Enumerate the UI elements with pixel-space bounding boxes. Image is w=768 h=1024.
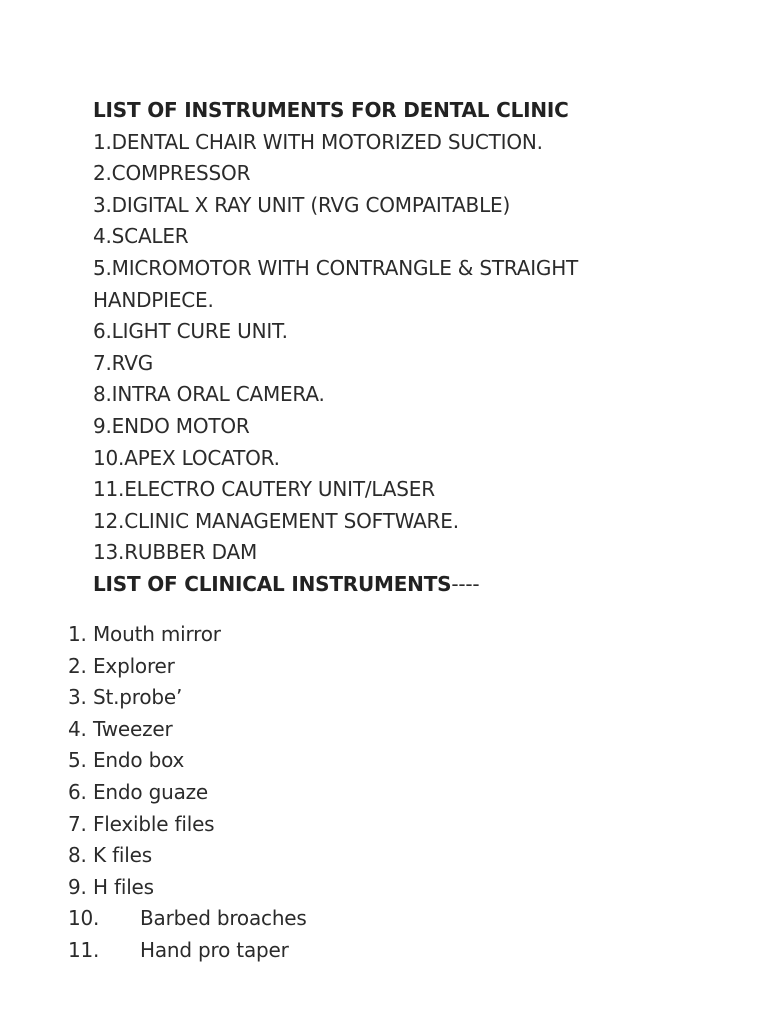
item-text: K files [93, 843, 152, 868]
item-text: Endo guaze [93, 779, 209, 804]
heading-dental-clinic-instruments: LIST OF INSTRUMENTS FOR DENTAL CLINIC [93, 98, 569, 122]
dental-clinic-instruments-section [93, 95, 713, 601]
item-number: 7. [68, 811, 87, 836]
list-item: 9.ENDO MOTOR [93, 413, 250, 438]
list-item [68, 903, 688, 935]
heading-clinical-instruments [93, 569, 713, 601]
item-text: Explorer [93, 653, 175, 678]
item-number: 4. [68, 716, 87, 741]
item-number: 9. [68, 874, 87, 899]
list-item-continuation: HANDPIECE. [93, 287, 214, 312]
list-item [68, 935, 688, 967]
list-item: 4.SCALER [93, 224, 189, 249]
list-item [68, 682, 688, 714]
item-text: Flexible files [93, 811, 215, 836]
list-item [68, 872, 688, 904]
item-text: Hand pro taper [140, 937, 289, 962]
list-item [68, 651, 688, 683]
list-item: 8.INTRA ORAL CAMERA. [93, 382, 325, 407]
list-item: 1.DENTAL CHAIR WITH MOTORIZED SUCTION. [93, 129, 543, 154]
item-number: 11. [68, 937, 100, 962]
item-number: 5. [68, 748, 87, 773]
list-item: 7.RVG [93, 350, 154, 375]
item-number: 6. [68, 779, 87, 804]
list-item: 5.MICROMOTOR WITH CONTRANGLE & STRAIGHT [93, 255, 579, 280]
item-text: H files [93, 874, 154, 899]
heading-clinical-instruments-dashes: ---- [451, 571, 480, 596]
item-number: 3. [68, 685, 87, 710]
clinical-instruments-list [68, 619, 688, 967]
list-item: 13.RUBBER DAM [93, 540, 258, 565]
list-item [68, 840, 688, 872]
list-item: 11.ELECTRO CAUTERY UNIT/LASER [93, 477, 435, 502]
list-item: 6.LIGHT CURE UNIT. [93, 319, 288, 344]
item-text: Endo box [93, 748, 185, 773]
list-item: 10.APEX LOCATOR. [93, 445, 280, 470]
list-item: 3.DIGITAL X RAY UNIT (RVG COMPAITABLE) [93, 192, 511, 217]
item-text: St.probe’ [93, 685, 183, 710]
item-number: 2. [68, 653, 87, 678]
list-item [68, 714, 688, 746]
item-number: 8. [68, 843, 87, 868]
list-item [68, 777, 688, 809]
item-number: 10. [68, 906, 100, 931]
item-text: Mouth mirror [93, 622, 221, 646]
item-text: Barbed broaches [140, 906, 307, 931]
item-number: 1. [68, 622, 87, 646]
list-item [68, 619, 688, 651]
heading-clinical-instruments-text: LIST OF CLINICAL INSTRUMENTS [93, 571, 452, 596]
list-item [68, 745, 688, 777]
list-item: 2.COMPRESSOR [93, 161, 251, 186]
list-item: 12.CLINIC MANAGEMENT SOFTWARE. [93, 508, 459, 533]
list-item [68, 809, 688, 841]
item-text: Tweezer [93, 716, 173, 741]
